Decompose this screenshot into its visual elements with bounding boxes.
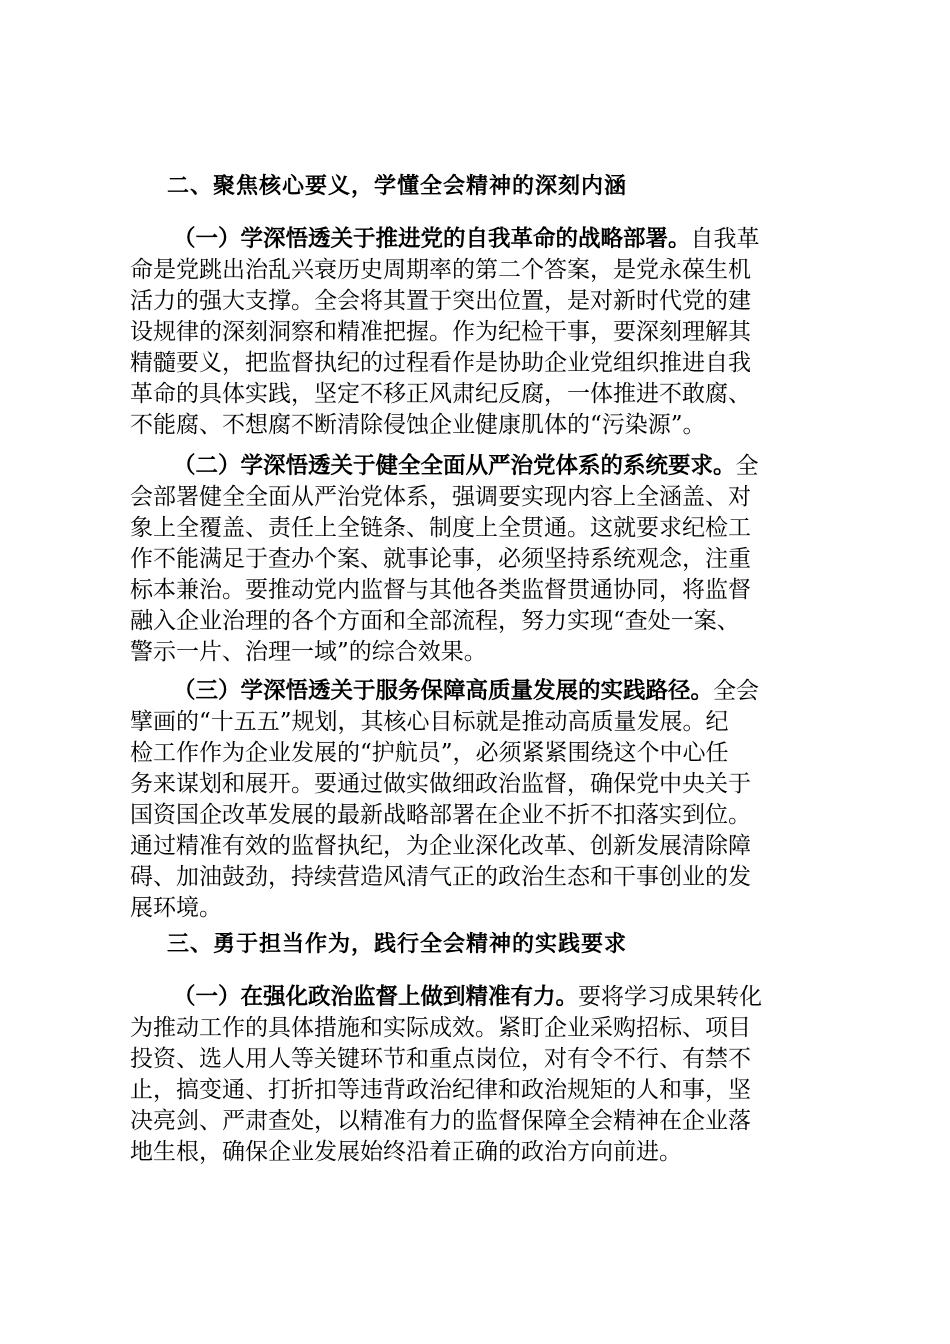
paragraph-2-2 (130, 451, 830, 668)
paragraph-line: 国资国企改革发展的最新战略部署在企业不折不扣落实到位。 (130, 802, 751, 828)
section-heading-3: 三、勇于担当作为，践行全会精神的实践要求 (167, 932, 628, 957)
paragraph-line: 检工作作为企业发展的“护航员”，必须紧紧围绕这个中心任 (130, 740, 729, 766)
paragraph-line: 通过精准有效的监督执纪，为企业深化改革、创新发展清除障 (130, 833, 751, 859)
paragraph-line: 不能腐、不想腐不断清除侵蚀企业健康肌体的“污染源”。 (130, 412, 706, 438)
paragraph-line: 为推动工作的具体措施和实际成效。紧盯企业采购招标、项目 (130, 1015, 751, 1041)
paragraph-line: 融入企业治理的各个方面和全部流程，努力实现“查处一案、 (130, 608, 740, 634)
paragraph-line: 警示一片、治理一域”的综合效果。 (130, 639, 487, 665)
paragraph-line: 标本兼治。要推动党内监督与其他各类监督贯通协同，将监督 (130, 577, 751, 603)
paragraph-line: 止，搞变通、打折扣等违背政治纪律和政治规矩的人和事，坚 (130, 1077, 751, 1103)
paragraph-line: 要将学习成果转化 (578, 984, 763, 1010)
paragraph-2-1 (130, 224, 830, 441)
paragraph-line: 投资、选人用人等关键环节和重点岗位，对有令不行、有禁不 (130, 1046, 751, 1072)
paragraph-line: 自我革 (690, 226, 760, 252)
paragraph-line: 全 (735, 453, 759, 479)
paragraph-line: 决亮剑、严肃查处，以精准有力的监督保障全会精神在企业落 (130, 1108, 751, 1134)
paragraph-line: 作不能满足于查办个案、就事论事，必须坚持系统观念，注重 (130, 546, 751, 572)
paragraph-line: 革命的具体实践，坚定不移正风肃纪反腐，一体推进不敢腐、 (130, 381, 751, 407)
paragraph-line: 务来谋划和展开。要通过做实做细政治监督，确保党中央关于 (130, 771, 751, 797)
paragraph-lead: （一）在强化政治监督上做到精准有力。 (173, 984, 579, 1010)
paragraph-line: 地生根，确保企业发展始终沿着正确的政治方向前进。 (130, 1139, 682, 1165)
paragraph-line: 全会 (713, 678, 760, 704)
paragraph-line: 展环境。 (130, 895, 222, 921)
paragraph-line: 精髓要义，把监督执纪的过程看作是协助企业党组织推进自我 (130, 350, 751, 376)
section-heading-2: 二、聚焦核心要义，学懂全会精神的深刻内涵 (167, 174, 628, 199)
paragraph-lead: （二）学深悟透关于健全全面从严治党体系的系统要求。 (173, 453, 736, 479)
paragraph-line: 擘画的“十五五”规划，其核心目标就是推动高质量发展。纪 (130, 709, 729, 735)
paragraph-line: 设规律的深刻洞察和精准把握。作为纪检干事，要深刻理解其 (130, 319, 751, 345)
paragraph-lead: （一）学深悟透关于推进党的自我革命的战略部署。 (173, 226, 691, 252)
paragraph-2-3 (130, 676, 830, 924)
paragraph-lead: （三）学深悟透关于服务保障高质量发展的实践路径。 (173, 678, 714, 704)
paragraph-line: 会部署健全全面从严治党体系，强调要实现内容上全涵盖、对 (130, 484, 751, 510)
paragraph-line: 命是党跳出治乱兴衰历史周期率的第二个答案，是党永葆生机 (130, 257, 751, 283)
paragraph-line: 象上全覆盖、责任上全链条、制度上全贯通。这就要求纪检工 (130, 515, 751, 541)
paragraph-line: 活力的强大支撑。全会将其置于突出位置，是对新时代党的建 (130, 288, 751, 314)
paragraph-3-1 (130, 982, 830, 1168)
paragraph-line: 碍、加油鼓劲，持续营造风清气正的政治生态和干事创业的发 (130, 864, 751, 890)
